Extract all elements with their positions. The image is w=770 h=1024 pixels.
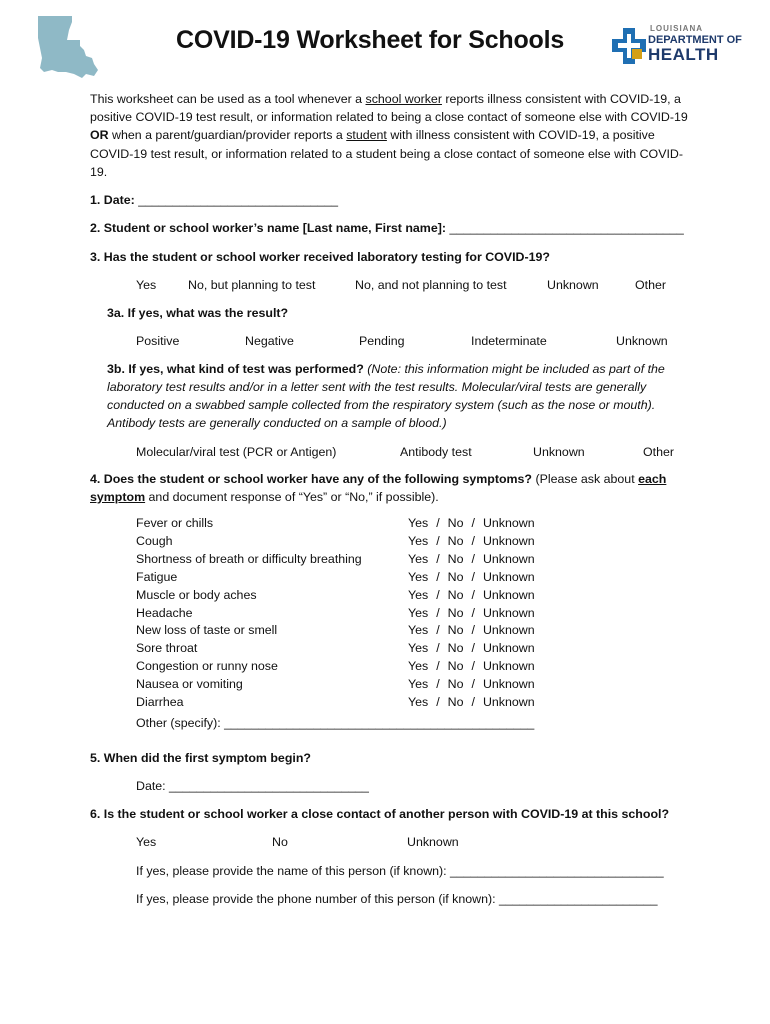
q4-label: 4. Does the student or school worker have any of the following symptoms?: [90, 472, 533, 486]
separator: /: [471, 587, 475, 602]
symptom-other[interactable]: Other (specify): _____________________________________________: [136, 716, 535, 730]
no-option[interactable]: No: [447, 623, 464, 638]
q3-option[interactable]: No, and not planning to test: [355, 278, 507, 292]
symptom-response: [408, 552, 535, 566]
no-option[interactable]: No: [447, 677, 464, 692]
intro-text: when a parent/guardian/provider reports a: [108, 128, 347, 143]
q3a-option[interactable]: Positive: [136, 334, 180, 348]
no-option[interactable]: No: [447, 641, 464, 656]
q5-label: 5. When did the first symptom begin?: [90, 751, 311, 765]
symptom-label: Fever or chills: [136, 516, 214, 530]
q3b-note: (Note: this information might be included as part of the laboratory test results and/or in a letter sent with the test results. Molecular/viral tests are generally conducted on a swabbed sample collected from the respiratory system (such as the nose or mouth). Antibody tests are generally conducted on a sample of blood.): [107, 362, 665, 430]
q6-phone-line[interactable]: If yes, please provide the phone number of this person (if known): _______________________: [136, 892, 658, 906]
q3a-option[interactable]: Negative: [245, 334, 294, 348]
symptom-response: [408, 659, 535, 673]
q3a-option[interactable]: Indeterminate: [471, 334, 547, 348]
symptom-label: Muscle or body aches: [136, 587, 257, 602]
no-option[interactable]: No: [447, 516, 464, 530]
unknown-option[interactable]: Unknown: [482, 587, 535, 602]
q2-label: 2. Student or school worker’s name [Last name, First name]:: [90, 221, 446, 235]
q6-option[interactable]: Yes: [136, 835, 157, 849]
unknown-option[interactable]: Unknown: [482, 695, 535, 709]
separator: /: [471, 533, 475, 548]
q3a-option[interactable]: Unknown: [616, 334, 668, 348]
yes-option[interactable]: Yes: [408, 641, 429, 656]
symptom-label: Fatigue: [136, 569, 178, 584]
q6-label: 6. Is the student or school worker a close contact of another person with COVID-19 at this school?: [90, 807, 670, 821]
symptom-row: [136, 695, 556, 713]
no-option[interactable]: No: [447, 605, 464, 620]
intro-text: with illness consistent with COVID-19, a positive COVID-19 test result, or information related to a student being a close contact of someone else with COVID-19.: [90, 128, 683, 179]
separator: /: [471, 516, 475, 530]
symptom-row: [136, 516, 556, 534]
symptom-label: New loss of taste or smell: [136, 623, 278, 638]
yes-option[interactable]: Yes: [408, 569, 429, 584]
no-option[interactable]: No: [447, 533, 464, 548]
q6-option[interactable]: Unknown: [407, 835, 459, 849]
symptom-row: [136, 588, 556, 606]
symptom-row: [136, 677, 556, 695]
separator: /: [436, 623, 440, 638]
symptom-row: [136, 570, 556, 588]
health-cross-icon: [612, 28, 646, 64]
q4-text: and document response of “Yes” or “No,” if possible).: [145, 490, 439, 504]
intro-text: This worksheet can be used as a tool whenever a: [90, 92, 366, 106]
q3b-question: [107, 360, 697, 432]
symptom-response: [408, 695, 535, 709]
unknown-option[interactable]: Unknown: [482, 677, 535, 692]
intro-text: reports illness consistent with COVID-19, a positive COVID-19 test result, or information related to being a close contact of someone else with COVID-19: [90, 92, 688, 125]
symptom-row: [136, 641, 556, 659]
separator: /: [436, 516, 440, 530]
intro-paragraph: [90, 90, 700, 181]
logo-line1: DEPARTMENT OF: [648, 34, 742, 46]
separator: /: [436, 641, 440, 656]
q3b-option[interactable]: Molecular/viral test (PCR or Antigen): [136, 445, 337, 459]
q1-blank: _____________________________: [138, 193, 339, 207]
unknown-option[interactable]: Unknown: [482, 605, 535, 620]
separator: /: [471, 623, 475, 638]
q4-text: (Please ask about: [532, 472, 639, 486]
separator: /: [436, 605, 440, 620]
q1-date[interactable]: [90, 191, 338, 209]
separator: /: [471, 659, 475, 674]
separator: /: [436, 569, 440, 584]
yes-option[interactable]: Yes: [408, 551, 429, 566]
symptom-row: [136, 623, 556, 641]
q3-option[interactable]: Yes: [136, 278, 157, 292]
symptom-label: Diarrhea: [136, 695, 184, 709]
separator: /: [471, 605, 475, 620]
symptom-response: [408, 534, 535, 548]
no-option[interactable]: No: [447, 587, 464, 602]
q2-name[interactable]: [90, 219, 684, 237]
q3a-option[interactable]: Pending: [359, 334, 405, 348]
separator: /: [436, 587, 440, 602]
q2-blank: __________________________________: [449, 221, 684, 235]
logo-line2: HEALTH: [648, 45, 719, 64]
yes-option[interactable]: Yes: [408, 533, 429, 548]
q4-question: [90, 470, 690, 506]
unknown-option[interactable]: Unknown: [482, 641, 535, 656]
symptom-row: [136, 606, 556, 624]
school-worker-term: school worker: [365, 92, 442, 106]
symptom-row: [136, 552, 556, 570]
separator: /: [471, 695, 475, 709]
louisiana-state-map-icon: [36, 14, 100, 80]
symptom-label: Sore throat: [136, 641, 198, 656]
symptom-label: Headache: [136, 605, 193, 620]
yes-option[interactable]: Yes: [408, 587, 429, 602]
symptom-label: Nausea or vomiting: [136, 677, 243, 692]
symptom-response: [408, 570, 535, 584]
separator: /: [471, 569, 475, 584]
unknown-option[interactable]: Unknown: [482, 623, 535, 638]
symptom-label: Shortness of breath or difficulty breathing: [136, 551, 362, 566]
unknown-option[interactable]: Unknown: [482, 659, 535, 674]
q3-option[interactable]: Other: [635, 278, 666, 292]
q3b-option[interactable]: Antibody test: [400, 445, 472, 459]
q3-option[interactable]: Unknown: [547, 278, 599, 292]
yes-option[interactable]: Yes: [408, 695, 429, 709]
unknown-option[interactable]: Unknown: [482, 533, 535, 548]
intro-or: OR: [90, 128, 109, 143]
separator: /: [436, 551, 440, 566]
separator: /: [471, 641, 475, 656]
q4-each: each: [638, 472, 667, 486]
separator: /: [436, 533, 440, 548]
no-option[interactable]: No: [447, 569, 464, 584]
unknown-option[interactable]: Unknown: [482, 551, 535, 566]
student-term: student: [346, 128, 387, 143]
symptom-row: [136, 659, 556, 677]
q3-label: 3. Has the student or school worker received laboratory testing for COVID-19?: [90, 250, 550, 264]
yes-option[interactable]: Yes: [408, 659, 429, 674]
ldh-logo: [610, 24, 742, 66]
q3b-label: 3b. If yes, what kind of test was performed?: [107, 362, 364, 376]
yes-option[interactable]: Yes: [408, 623, 429, 638]
unknown-option[interactable]: Unknown: [482, 569, 535, 584]
separator: /: [436, 695, 440, 709]
no-option[interactable]: No: [447, 695, 464, 709]
q3a-label: 3a. If yes, what was the result?: [107, 306, 289, 320]
symptom-row: [136, 534, 556, 552]
separator: /: [471, 551, 475, 566]
yes-option[interactable]: Yes: [408, 605, 429, 620]
yes-option[interactable]: Yes: [408, 516, 429, 530]
q1-label: 1. Date:: [90, 193, 135, 207]
symptom-response: [408, 588, 535, 602]
no-option[interactable]: No: [447, 551, 464, 566]
q3-option[interactable]: No, but planning to test: [188, 278, 316, 292]
logo-top-word: LOUISIANA: [650, 24, 703, 33]
page-title: COVID-19 Worksheet for Schools: [176, 26, 565, 54]
no-option[interactable]: No: [447, 659, 464, 674]
q6-name-line[interactable]: If yes, please provide the name of this person (if known): _______________________________: [136, 864, 664, 878]
symptom-label: Cough: [136, 533, 173, 548]
separator: /: [436, 659, 440, 674]
unknown-option[interactable]: Unknown: [482, 516, 535, 530]
q6-option[interactable]: No: [272, 835, 288, 849]
separator: /: [436, 677, 440, 692]
symptom-response: [408, 516, 535, 530]
symptom-response: [408, 623, 535, 637]
q4-symptom: symptom: [90, 490, 146, 504]
q3b-option[interactable]: Other: [643, 445, 674, 459]
symptom-response: [408, 677, 535, 691]
q5-date[interactable]: Date: _____________________________: [136, 779, 369, 793]
symptom-label: Congestion or runny nose: [136, 659, 278, 674]
separator: /: [471, 677, 475, 692]
symptom-response: [408, 641, 535, 655]
yes-option[interactable]: Yes: [408, 677, 429, 692]
q3b-option[interactable]: Unknown: [533, 445, 585, 459]
symptom-response: [408, 606, 535, 620]
